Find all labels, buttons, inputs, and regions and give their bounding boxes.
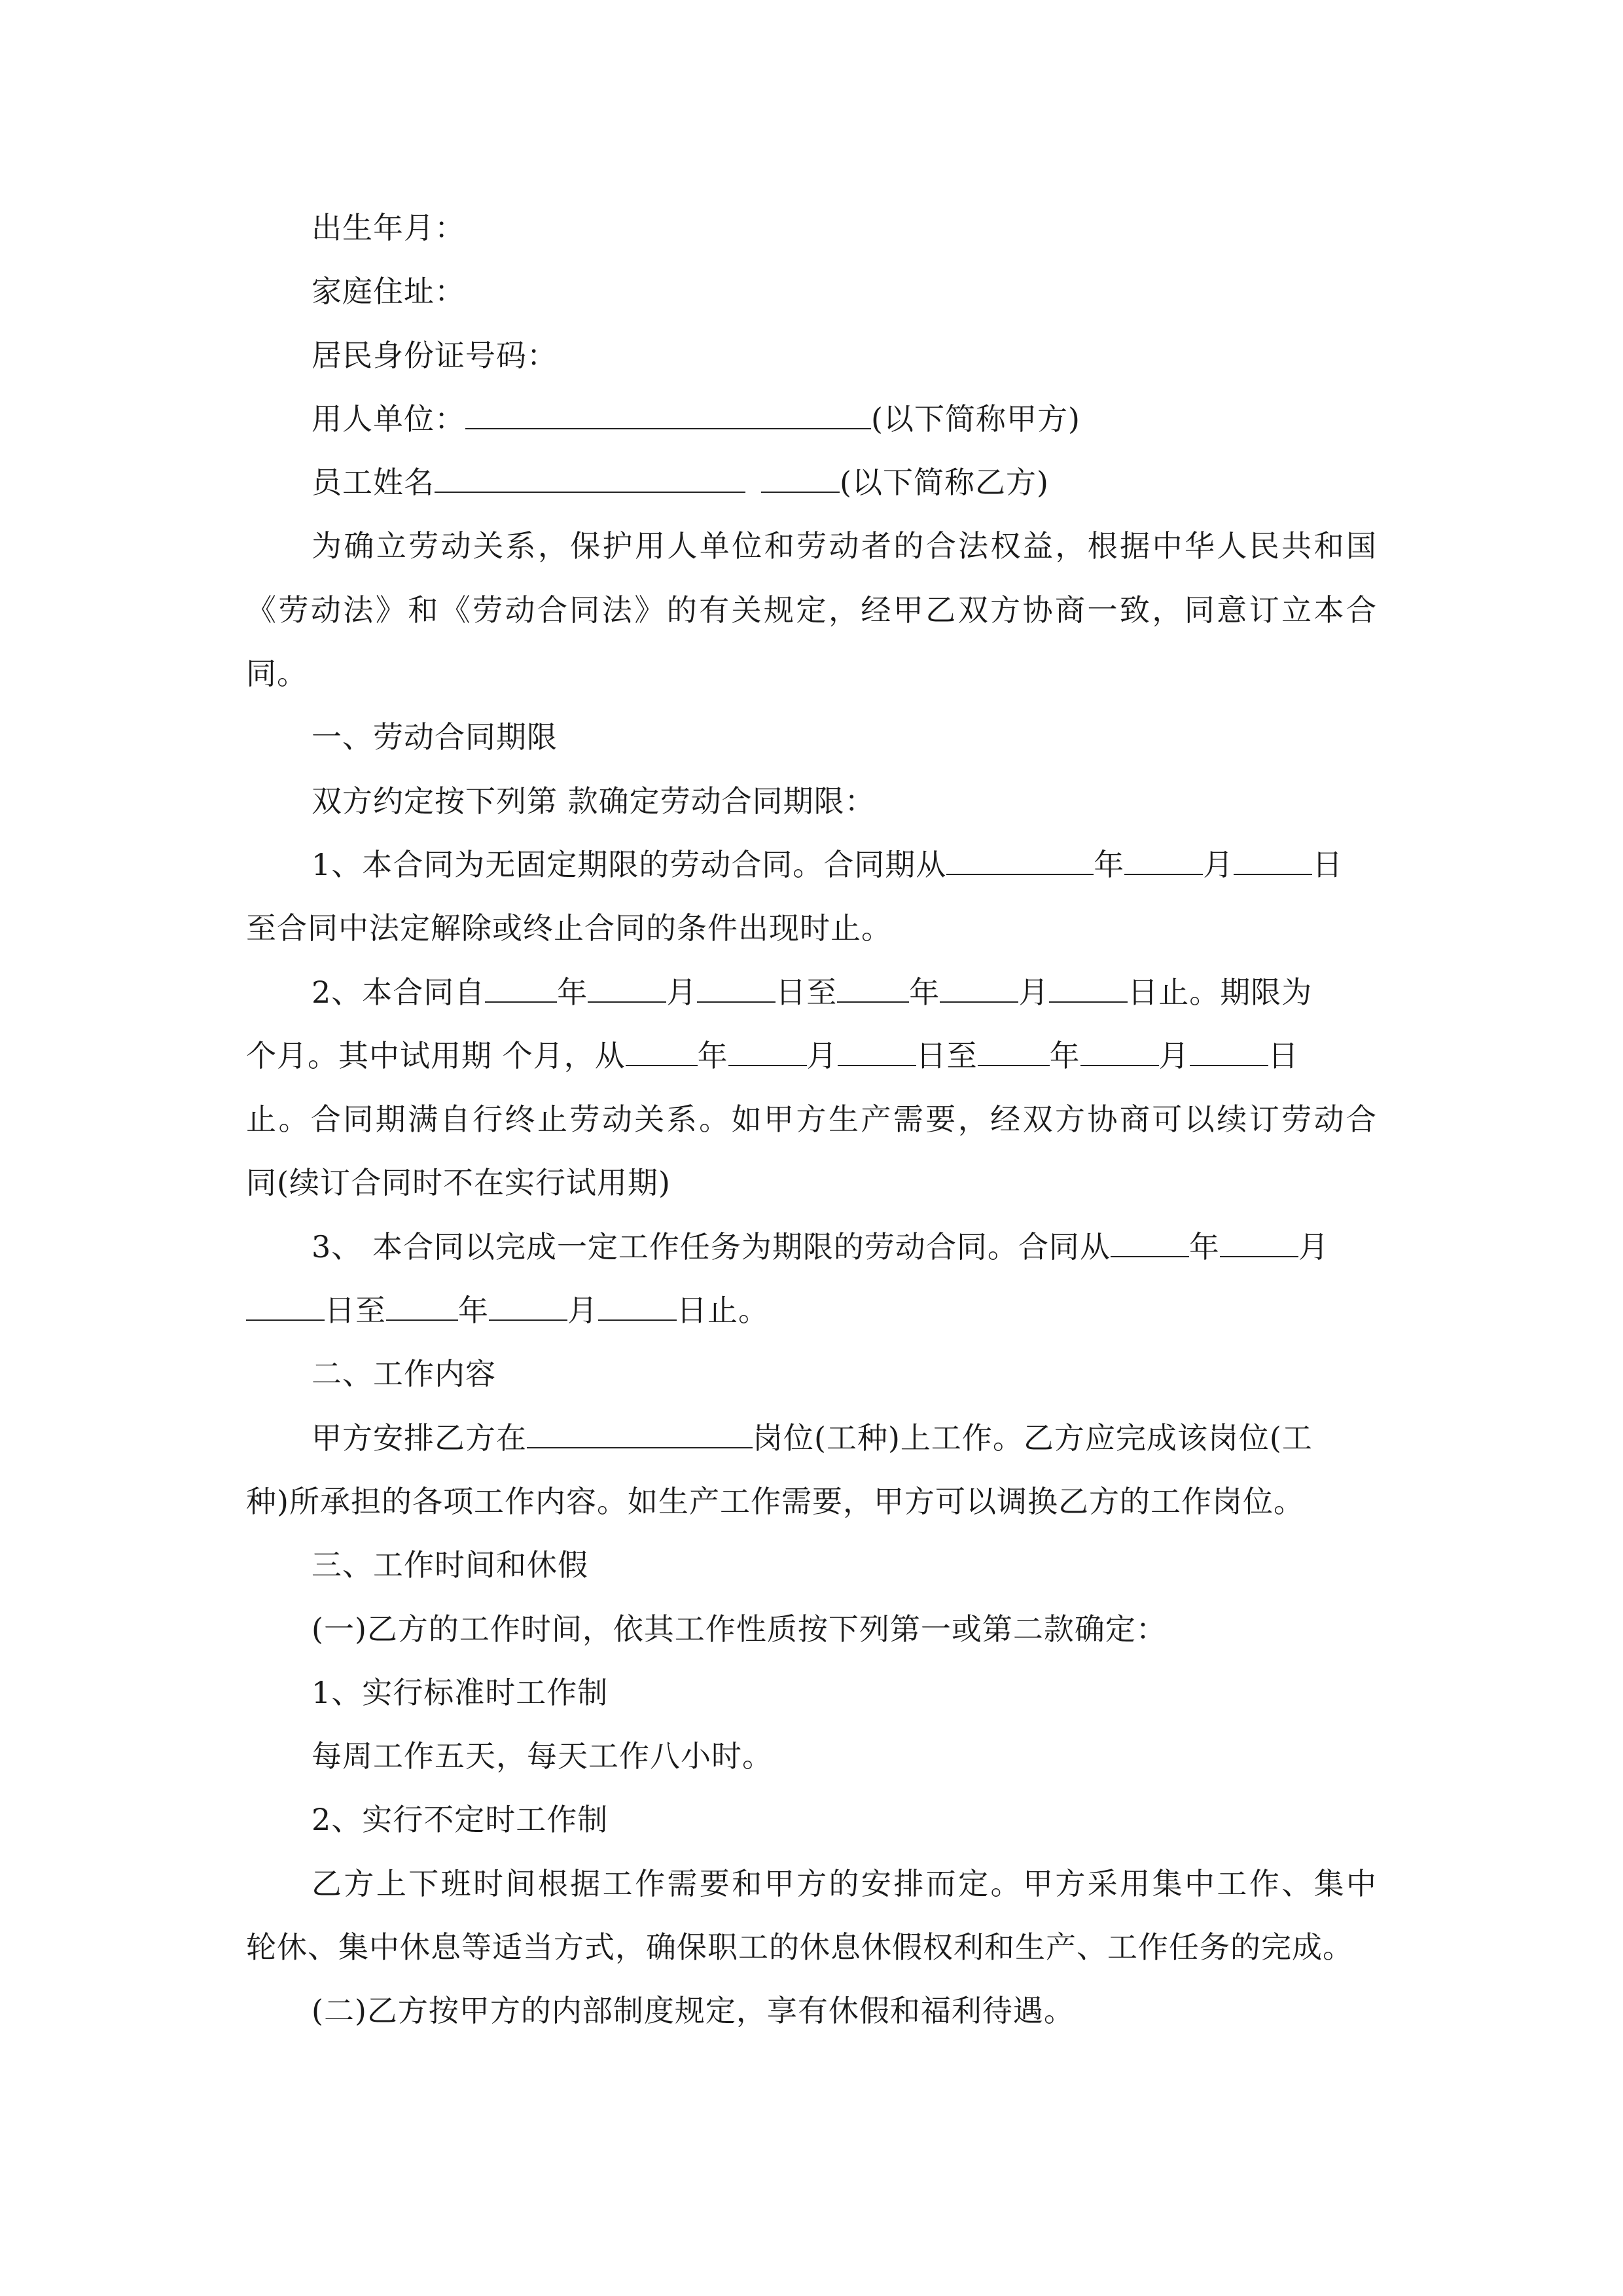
employee-blank-1[interactable]	[435, 465, 745, 493]
day-blank[interactable]	[697, 975, 776, 1003]
id-number-label: 居民身份证号码：	[312, 337, 558, 373]
section3-item1: 1、实行标准时工作制	[312, 1674, 609, 1710]
employee-line	[246, 451, 1377, 514]
year-blank[interactable]	[485, 975, 557, 1003]
section3-item2-desc-2: 轮休、集中休息等适当方式，确保职工的休息休假权利和生产、工作任务的完成。	[246, 1929, 1353, 1965]
month-label: 月	[1298, 1229, 1329, 1265]
item2-text: 2、本合同自	[312, 974, 486, 1010]
section3-item1-desc: 每周工作五天，每天工作八小时。	[312, 1738, 773, 1774]
contract-page	[246, 196, 1377, 2043]
section3-title: 三、工作时间和休假	[312, 1547, 588, 1583]
item3-text: 3、 本合同以完成一定工作任务为期限的劳动合同。合同从	[312, 1229, 1111, 1265]
section1-intro: 双方约定按下列第 款确定劳动合同期限：	[312, 783, 876, 819]
item2-line-4: 同(续订合同时不在实行试用期)	[246, 1165, 671, 1201]
day-blank[interactable]	[1234, 848, 1312, 875]
employee-label: 员工姓名	[312, 465, 435, 501]
employer-label: 用人单位：	[312, 401, 465, 437]
item2-probation-text: 个月。其中试用期 个月，从	[246, 1037, 626, 1073]
day-blank[interactable]	[1190, 1039, 1268, 1066]
section2-title: 二、工作内容	[312, 1356, 496, 1392]
month-blank[interactable]	[940, 975, 1018, 1003]
year-label: 年	[458, 1293, 489, 1329]
month-blank[interactable]	[588, 975, 666, 1003]
year-blank[interactable]	[626, 1039, 698, 1066]
item2-line-3: 止。合同期满自行终止劳动关系。如甲方生产需要，经双方协商可以续订劳动合	[246, 1102, 1377, 1138]
preamble-line-3: 同。	[246, 656, 308, 692]
preamble-line-1: 为确立劳动关系，保护用人单位和劳动者的合法权益，根据中华人民共和国	[312, 528, 1377, 564]
month-blank[interactable]	[1080, 1039, 1159, 1066]
day-to-label: 日至	[776, 974, 838, 1010]
year-blank[interactable]	[946, 848, 1094, 875]
section3-sub2: (二)乙方按甲方的内部制度规定，享有休假和福利待遇。	[312, 1993, 1075, 2029]
id-line	[246, 324, 1377, 387]
day-blank[interactable]	[246, 1293, 325, 1321]
year-blank[interactable]	[386, 1293, 458, 1321]
month-label: 月	[1158, 1037, 1190, 1073]
position-blank[interactable]	[527, 1421, 753, 1448]
year-blank[interactable]	[1111, 1230, 1189, 1257]
year-label: 年	[909, 974, 940, 1010]
month-label: 月	[666, 974, 698, 1010]
preamble-line-2: 《劳动法》和《劳动合同法》的有关规定，经甲乙双方协商一致，同意订立本合	[246, 592, 1377, 628]
item1-line-1	[246, 833, 1377, 897]
day-to-label: 日至	[325, 1293, 386, 1329]
item1-line-2: 至合同中法定解除或终止合同的条件出现时止。	[246, 910, 892, 946]
day-label: 日	[1268, 1037, 1299, 1073]
day-blank[interactable]	[598, 1293, 677, 1321]
employer-line	[246, 387, 1377, 451]
day-label: 日	[1312, 846, 1344, 882]
day-end-label: 日止。	[677, 1293, 769, 1329]
item1-text: 1、本合同为无固定期限的劳动合同。合同期从	[312, 846, 947, 882]
section2-text-a: 甲方安排乙方在	[312, 1420, 527, 1456]
employer-blank[interactable]	[465, 402, 871, 429]
employer-suffix: (以下简称甲方)	[871, 401, 1080, 437]
day-blank[interactable]	[838, 1039, 916, 1066]
year-label: 年	[697, 1037, 728, 1073]
employee-suffix: (以下简称乙方)	[840, 465, 1049, 501]
section1-title: 一、劳动合同期限	[312, 719, 558, 755]
month-label: 月	[806, 1037, 838, 1073]
month-label: 月	[567, 1293, 598, 1329]
birth-line	[246, 196, 1377, 260]
year-label: 年	[557, 974, 588, 1010]
birth-label: 出生年月：	[312, 210, 465, 245]
section3-item2-desc-1: 乙方上下班时间根据工作需要和甲方的安排而定。甲方采用集中工作、集中	[312, 1865, 1377, 1901]
employee-blank-2[interactable]	[761, 465, 840, 493]
year-label: 年	[1094, 846, 1125, 882]
section3-sub1: (一)乙方的工作时间，依其工作性质按下列第一或第二款确定：	[312, 1611, 1167, 1647]
item2-line-1	[246, 961, 1377, 1024]
month-blank[interactable]	[728, 1039, 807, 1066]
year-blank[interactable]	[978, 1039, 1050, 1066]
month-label: 月	[1203, 846, 1234, 882]
section3-item2: 2、实行不定时工作制	[312, 1802, 609, 1838]
month-label: 月	[1018, 974, 1050, 1010]
address-label: 家庭住址：	[312, 274, 465, 310]
year-blank[interactable]	[837, 975, 909, 1003]
month-blank[interactable]	[1220, 1230, 1298, 1257]
section2-text-b: 岗位(工种)上工作。乙方应完成该岗位(工	[753, 1420, 1313, 1456]
section2-line-2: 种)所承担的各项工作内容。如生产工作需要，甲方可以调换乙方的工作岗位。	[246, 1483, 1304, 1519]
address-line	[246, 260, 1377, 323]
year-label: 年	[1049, 1037, 1080, 1073]
item3-line-1	[246, 1215, 1377, 1279]
day-blank[interactable]	[1049, 975, 1128, 1003]
item3-line-2	[246, 1279, 1377, 1342]
item2-line-2	[246, 1024, 1377, 1088]
day-to-label: 日至	[916, 1037, 978, 1073]
year-label: 年	[1188, 1229, 1220, 1265]
month-blank[interactable]	[489, 1293, 567, 1321]
day-end-period-label: 日止。期限为	[1128, 974, 1313, 1010]
month-blank[interactable]	[1124, 848, 1203, 875]
section2-line-1	[246, 1407, 1377, 1470]
